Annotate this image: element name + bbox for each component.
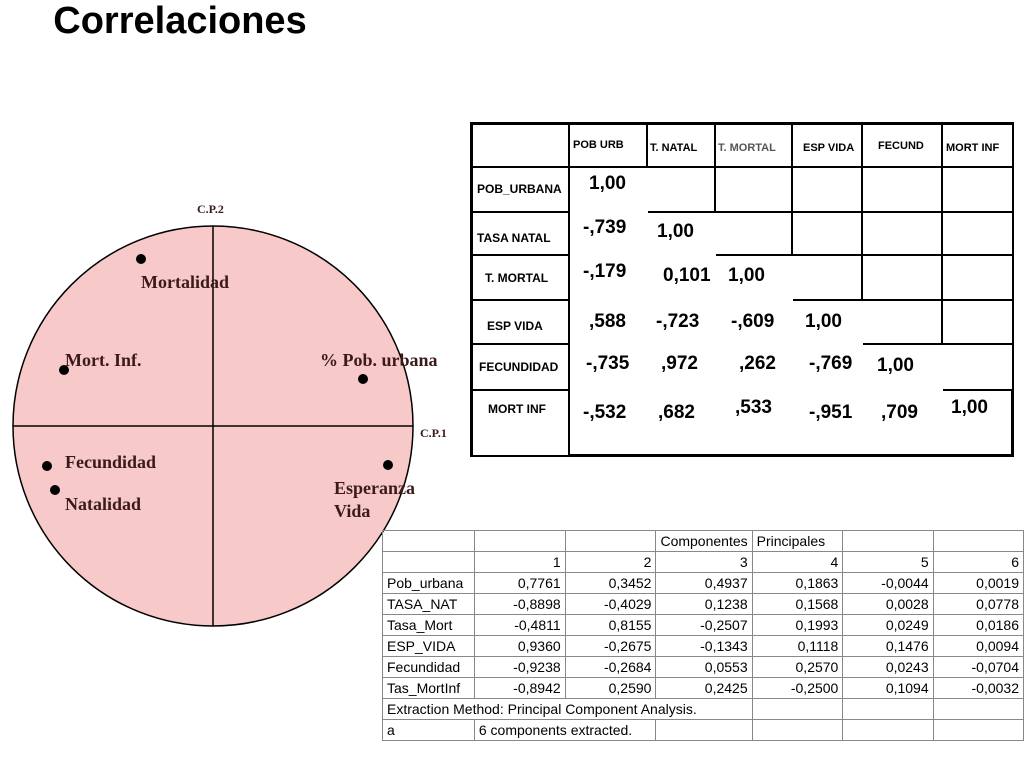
loading-value: -0,4811 <box>474 615 565 636</box>
loading-value: 0,3452 <box>565 573 656 594</box>
axis-cp2-label: C.P.2 <box>197 202 224 216</box>
loading-value: -0,8898 <box>474 594 565 615</box>
correlation-value: 1,00 <box>657 221 694 242</box>
loading-value: 0,7761 <box>474 573 565 594</box>
pca-table <box>382 530 1024 741</box>
loading-value: 0,8155 <box>565 615 656 636</box>
variable-name: TASA_NAT <box>383 594 475 615</box>
variable-name: Tas_MortInf <box>383 678 475 699</box>
loading-value: 0,2425 <box>656 678 752 699</box>
note-text: 6 components extracted. <box>474 720 656 741</box>
empty-cell <box>752 699 843 720</box>
point-fecundidad <box>42 461 52 471</box>
label-pob-urbana: % Pob. urbana <box>320 350 438 370</box>
loading-value: -0,4029 <box>565 594 656 615</box>
loading-value: 0,1476 <box>843 636 933 657</box>
row-label: ESP VIDA <box>487 319 543 333</box>
matrix-cell <box>716 168 793 213</box>
loading-value: 0,1863 <box>752 573 843 594</box>
correlation-value: -,723 <box>656 311 700 332</box>
correlation-value: ,533 <box>735 397 772 418</box>
correlation-value: ,588 <box>589 311 626 332</box>
point-natalidad <box>50 485 60 495</box>
loading-value: 0,0249 <box>843 615 933 636</box>
component-number: 4 <box>752 552 843 573</box>
loading-value: -0,1343 <box>656 636 752 657</box>
matrix-cell <box>473 391 570 457</box>
loading-value: 0,0094 <box>933 636 1023 657</box>
variable-name: ESP_VIDA <box>383 636 475 657</box>
row-label: FECUNDIDAD <box>479 360 559 374</box>
matrix-cell <box>793 256 863 301</box>
empty-cell <box>933 720 1023 741</box>
point-pob-urbana <box>358 374 368 384</box>
loading-value: 0,0243 <box>843 657 933 678</box>
loading-value: -0,0704 <box>933 657 1023 678</box>
loading-value: 0,2570 <box>752 657 843 678</box>
row-label: MORT INF <box>488 402 546 416</box>
table-row <box>383 594 1024 615</box>
column-header: T. MORTAL <box>718 142 776 154</box>
matrix-cell <box>943 213 1014 256</box>
row-label: TASA NATAL <box>477 231 551 245</box>
correlation-value: -,179 <box>583 261 627 282</box>
label-vida: Vida <box>334 501 371 521</box>
correlation-value: ,972 <box>661 353 698 374</box>
column-header: POB URB <box>573 139 624 151</box>
axis-cp1-label: C.P.1 <box>420 426 447 440</box>
matrix-cell <box>793 213 863 256</box>
empty-cell <box>843 699 933 720</box>
variable-name: Pob_urbana <box>383 573 475 594</box>
loading-value: 0,1118 <box>752 636 843 657</box>
matrix-cell <box>863 301 943 345</box>
label-fecundidad: Fecundidad <box>65 452 157 472</box>
table-header-row <box>383 552 1024 573</box>
table-row <box>383 615 1024 636</box>
component-number: 5 <box>843 552 933 573</box>
loading-value: 0,4937 <box>656 573 752 594</box>
matrix-cell <box>793 168 863 213</box>
component-number: 3 <box>656 552 752 573</box>
loading-value: 0,0553 <box>656 657 752 678</box>
label-mortalidad: Mortalidad <box>141 272 229 292</box>
loading-value: 0,1094 <box>843 678 933 699</box>
correlation-value: 1,00 <box>805 311 842 332</box>
empty-cell <box>383 552 475 573</box>
loading-value: 0,1238 <box>656 594 752 615</box>
loading-value: -0,2507 <box>656 615 752 636</box>
matrix-cell <box>473 125 570 168</box>
loading-value: -0,2675 <box>565 636 656 657</box>
loading-value: -0,8942 <box>474 678 565 699</box>
loading-value: 0,0186 <box>933 615 1023 636</box>
loading-value: 0,1993 <box>752 615 843 636</box>
loading-value: 0,0019 <box>933 573 1023 594</box>
matrix-cell <box>943 168 1014 213</box>
note-key: a <box>383 720 475 741</box>
correlation-value: 1,00 <box>589 173 626 194</box>
loading-value: -0,0032 <box>933 678 1023 699</box>
loading-value: 0,0028 <box>843 594 933 615</box>
column-header: FECUND <box>878 140 924 152</box>
row-label: POB_URBANA <box>477 182 562 196</box>
empty-cell <box>565 531 656 552</box>
matrix-cell <box>943 256 1014 301</box>
footnote: Extraction Method: Principal Component Analysis. <box>383 699 753 720</box>
correlation-matrix <box>470 122 1014 457</box>
correlation-value: ,709 <box>881 402 918 423</box>
matrix-cell <box>716 213 793 256</box>
table-note-row <box>383 720 1024 741</box>
correlation-value: -,532 <box>583 402 627 423</box>
matrix-cell <box>863 168 943 213</box>
correlation-value: 1,00 <box>728 265 765 286</box>
correlation-value: 1,00 <box>877 355 914 376</box>
table-row <box>383 657 1024 678</box>
matrix-cell <box>943 345 1014 391</box>
correlation-value: 1,00 <box>951 397 988 418</box>
correlation-value: -,735 <box>586 353 630 374</box>
correlation-value: ,262 <box>739 353 776 374</box>
empty-cell <box>933 531 1023 552</box>
matrix-cell <box>863 213 943 256</box>
empty-cell <box>656 720 752 741</box>
table-super-header <box>383 531 1024 552</box>
page-title: Correlaciones <box>53 0 307 42</box>
loading-value: 0,1568 <box>752 594 843 615</box>
loading-value: 0,9360 <box>474 636 565 657</box>
empty-cell <box>933 699 1023 720</box>
empty-cell <box>383 531 475 552</box>
table-row <box>383 678 1024 699</box>
point-esperanza-vida <box>383 460 393 470</box>
variable-name: Fecundidad <box>383 657 475 678</box>
empty-cell <box>752 720 843 741</box>
correlation-value: -,951 <box>809 402 853 423</box>
empty-cell <box>474 531 565 552</box>
correlation-value: -,739 <box>583 217 627 238</box>
component-number: 1 <box>474 552 565 573</box>
table-row <box>383 573 1024 594</box>
component-number: 2 <box>565 552 656 573</box>
label-esperanza: Esperanza <box>334 478 415 498</box>
loading-value: 0,0778 <box>933 594 1023 615</box>
super-header-components: Componentes <box>656 531 752 552</box>
super-header-principales: Principales <box>752 531 843 552</box>
table-row <box>383 636 1024 657</box>
correlation-value: ,682 <box>658 402 695 423</box>
empty-cell <box>843 720 933 741</box>
correlation-value: 0,101 <box>663 265 711 286</box>
matrix-cell <box>943 301 1014 345</box>
point-mortalidad <box>136 254 146 264</box>
row-label: T. MORTAL <box>485 271 549 285</box>
loading-value: -0,2500 <box>752 678 843 699</box>
correlation-value: -,609 <box>731 311 775 332</box>
column-header: T. NATAL <box>650 142 698 154</box>
label-natalidad: Natalidad <box>65 494 142 514</box>
component-number: 6 <box>933 552 1023 573</box>
variable-name: Tasa_Mort <box>383 615 475 636</box>
label-mort-inf: Mort. Inf. <box>65 350 142 370</box>
empty-cell <box>843 531 933 552</box>
loading-value: 0,2590 <box>565 678 656 699</box>
correlation-value: -,769 <box>809 353 853 374</box>
matrix-cell <box>863 256 943 301</box>
loading-value: -0,2684 <box>565 657 656 678</box>
column-header: ESP VIDA <box>803 142 855 154</box>
loading-value: -0,0044 <box>843 573 933 594</box>
column-header: MORT INF <box>946 142 1000 154</box>
matrix-cell <box>648 168 716 213</box>
table-footnote-row <box>383 699 1024 720</box>
loading-value: -0,9238 <box>474 657 565 678</box>
